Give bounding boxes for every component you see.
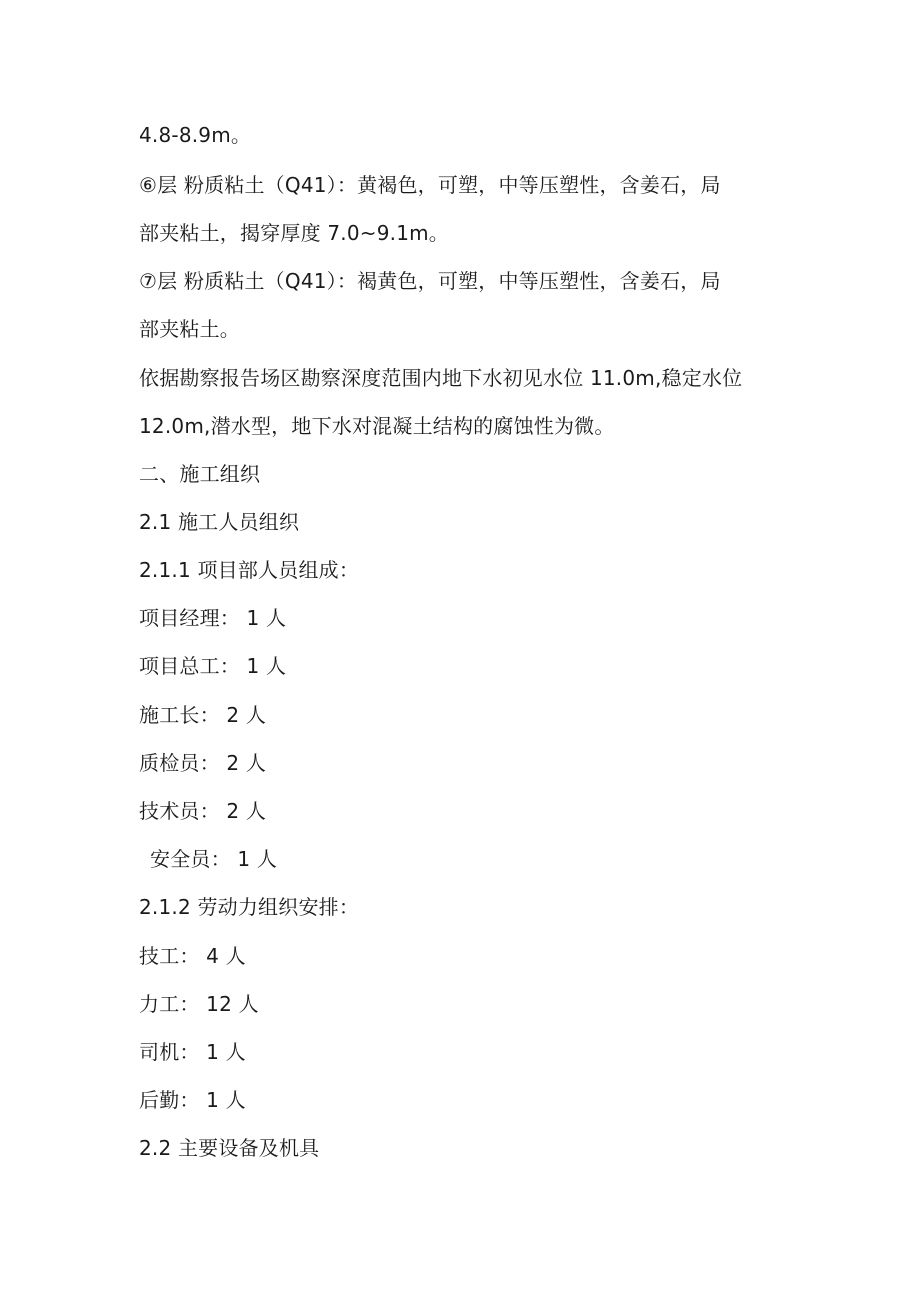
text-line-groundwater: 依据勘察报告场区勘察深度范围内地下水初见水位 11.0m,稳定水位 — [139, 366, 743, 390]
staff-item-safety-officer: 安全员： 1 人 — [150, 847, 278, 871]
staff-item-construction-lead: 施工长： 2 人 — [139, 703, 267, 727]
staff-item-technician: 技术员： 2 人 — [139, 799, 267, 823]
labor-item-driver: 司机： 1 人 — [139, 1040, 246, 1064]
staff-item-project-manager: 项目经理： 1 人 — [139, 606, 287, 630]
section-heading-2-1: 2.1 施工人员组织 — [139, 510, 300, 534]
section-heading-construction-org: 二、施工组织 — [139, 462, 261, 486]
labor-item-skilled: 技工： 4 人 — [139, 944, 246, 968]
text-line-layer7-clay: 部夹粘土。 — [139, 317, 240, 341]
text-line-layer6-thickness: 部夹粘土，揭穿厚度 7.0~9.1m。 — [139, 221, 450, 245]
text-line-layer7-desc: ⑦层 粉质粘土（Q41）：褐黄色，可塑，中等压塑性，含姜石，局 — [139, 269, 721, 293]
labor-item-laborer: 力工： 12 人 — [139, 992, 259, 1016]
section-heading-2-1-1: 2.1.1 项目部人员组成： — [139, 558, 360, 582]
staff-item-chief-engineer: 项目总工： 1 人 — [139, 654, 287, 678]
staff-item-quality-inspector: 质检员： 2 人 — [139, 751, 267, 775]
labor-item-logistics: 后勤： 1 人 — [139, 1088, 246, 1112]
section-heading-2-1-2: 2.1.2 劳动力组织安排： — [139, 895, 360, 919]
text-line-depth-range: 4.8-8.9m。 — [139, 123, 252, 147]
section-heading-2-2: 2.2 主要设备及机具 — [139, 1136, 320, 1160]
text-line-layer6-desc: ⑥层 粉质粘土（Q41）：黄褐色，可塑，中等压塑性，含姜石，局 — [139, 173, 721, 197]
text-line-groundwater-cont: 12.0m,潜水型，地下水对混凝土结构的腐蚀性为微。 — [139, 414, 615, 438]
